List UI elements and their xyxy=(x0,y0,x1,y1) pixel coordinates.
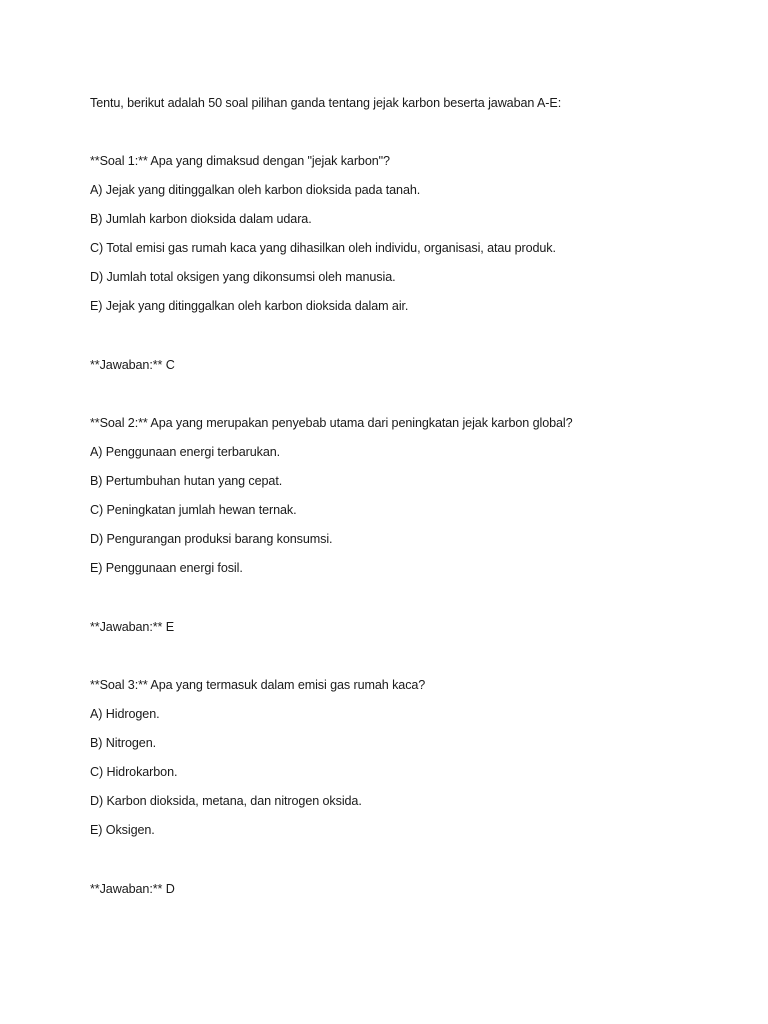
question-3-option-a: A) Hidrogen. xyxy=(90,707,160,721)
question-1-option-e: E) Jejak yang ditinggalkan oleh karbon dioksida dalam air. xyxy=(90,299,409,313)
question-2-text: **Soal 2:** Apa yang merupakan penyebab utama dari peningkatan jejak karbon global? xyxy=(90,416,573,430)
question-3-option-d: D) Karbon dioksida, metana, dan nitrogen oksida. xyxy=(90,794,362,808)
question-2-option-e: E) Penggunaan energi fosil. xyxy=(90,561,243,575)
question-1-text: **Soal 1:** Apa yang dimaksud dengan "jejak karbon"? xyxy=(90,154,390,168)
question-2-option-c: C) Peningkatan jumlah hewan ternak. xyxy=(90,503,297,517)
intro-text: Tentu, berikut adalah 50 soal pilihan ganda tentang jejak karbon beserta jawaban A-E: xyxy=(90,96,562,110)
question-3-answer: **Jawaban:** D xyxy=(90,882,175,896)
question-2-option-b: B) Pertumbuhan hutan yang cepat. xyxy=(90,474,283,488)
question-1-option-d: D) Jumlah total oksigen yang dikonsumsi oleh manusia. xyxy=(90,270,396,284)
question-1-option-a: A) Jejak yang ditinggalkan oleh karbon dioksida pada tanah. xyxy=(90,183,421,197)
question-2-option-d: D) Pengurangan produksi barang konsumsi. xyxy=(90,532,333,546)
question-3-text: **Soal 3:** Apa yang termasuk dalam emisi gas rumah kaca? xyxy=(90,678,426,692)
question-1-option-b: B) Jumlah karbon dioksida dalam udara. xyxy=(90,212,312,226)
question-3-option-b: B) Nitrogen. xyxy=(90,736,156,750)
question-2-answer: **Jawaban:** E xyxy=(90,620,175,634)
question-3-option-c: C) Hidrokarbon. xyxy=(90,765,178,779)
question-3-option-e: E) Oksigen. xyxy=(90,823,155,837)
question-1-option-c: C) Total emisi gas rumah kaca yang dihasilkan oleh individu, organisasi, atau produk. xyxy=(90,241,556,255)
question-1-answer: **Jawaban:** C xyxy=(90,358,175,372)
question-2-option-a: A) Penggunaan energi terbarukan. xyxy=(90,445,281,459)
